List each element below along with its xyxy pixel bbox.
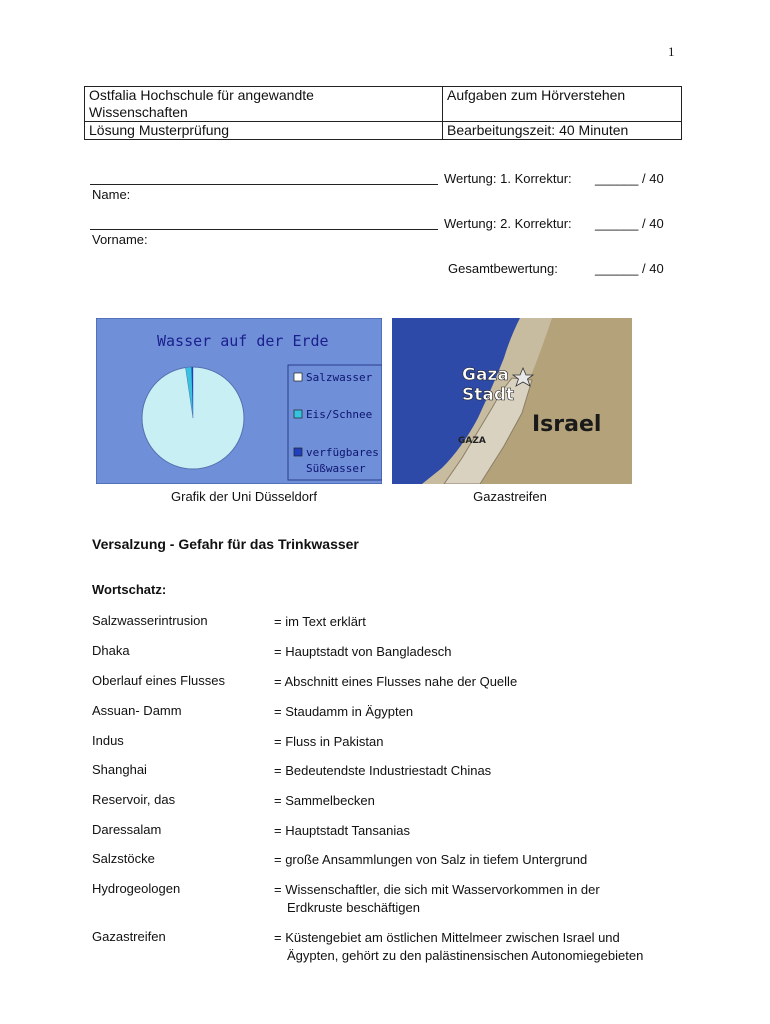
header-institution [85,87,443,122]
header-table [84,86,682,140]
caption-gazastreifen: Gazastreifen [473,489,547,504]
legend-swatch-eis [294,410,302,418]
vocab-def: = Hauptstadt Tansanias [274,823,410,838]
vocab-term: Hydrogeologen [92,881,181,896]
vocab-def: = Hauptstadt von Bangladesch [274,644,452,659]
vorname-label: Vorname: [92,232,148,247]
vocab-def: = Staudamm in Ägypten [274,704,414,719]
map-label-israel: Israel [532,412,602,437]
legend-eis: Eis/Schnee [306,408,373,421]
korrektur1-score[interactable]: ______ / 40 [595,171,664,186]
gaza-map-figure [392,318,632,484]
institution-line2: Wissenschaften [89,104,188,120]
vocab-def: = Bedeutendste Industriestadt Chinas [274,763,492,778]
korrektur2-score[interactable]: ______ / 40 [595,216,664,231]
name-line[interactable] [90,184,438,185]
vocab-term: Gazastreifen [92,929,166,944]
korrektur2-label: Wertung: 2. Korrektur: [444,216,572,231]
water-pie-chart [96,318,382,484]
water-chart-figure [96,318,382,484]
gesamt-label: Gesamtbewertung: [448,261,558,276]
korrektur1-label: Wertung: 1. Korrektur: [444,171,572,186]
vocab-term: Assuan- Damm [92,703,182,718]
name-label: Name: [92,187,131,202]
vocab-heading: Wortschatz: [92,582,167,597]
map-label-stadt: Stadt [462,385,515,405]
section-title: Versalzung - Gefahr für das Trinkwasser [92,536,359,552]
legend-suesswasser: Süßwasser [306,462,366,475]
vocab-term: Salzwasserintrusion [92,613,208,628]
vocab-def: = Abschnitt eines Flusses nahe der Quelle [274,674,518,689]
vocab-def: = Fluss in Pakistan [274,734,384,749]
header-task-title: Aufgaben zum Hörverstehen [443,87,682,122]
map-label-gaza: Gaza [462,365,509,385]
institution-line1: Ostfalia Hochschule für angewandte [89,87,314,103]
caption-uni-duesseldorf: Grafik der Uni Düsseldorf [171,489,317,504]
map-label-gaza-small: GAZA [458,436,486,446]
header-time: Bearbeitungszeit: 40 Minuten [443,122,682,140]
vocab-term: Salzstöcke [92,851,155,866]
vocab-def: = Wissenschaftler, die sich mit Wasservorkommen in der Erdkruste beschäftigen [274,882,600,915]
vorname-line[interactable] [90,229,438,230]
legend-swatch-suesswasser [294,448,302,456]
vocab-term: Dhaka [92,643,130,658]
legend-salzwasser: Salzwasser [306,371,373,384]
chart-title: Wasser auf der Erde [157,332,329,350]
vocab-def: = Sammelbecken [274,793,375,808]
page-number: 1 [668,44,675,59]
legend-verfuegbares: verfügbares [306,446,379,459]
vocab-def: = Küstengebiet am östlichen Mittelmeer zwischen Israel und Ägypten, gehört zu den palästinensischen Autonomiegebieten [274,930,644,963]
vocab-term: Daressalam [92,822,162,837]
vocab-term: Shanghai [92,762,147,777]
vocab-def: = im Text erklärt [274,614,366,629]
vocab-term: Indus [92,733,124,748]
gaza-map [392,318,632,484]
legend-swatch-salzwasser [294,373,302,381]
vocab-term: Oberlauf eines Flusses [92,673,225,688]
header-solution: Lösung Musterprüfung [85,122,443,140]
vocab-def: = große Ansammlungen von Salz in tiefem Untergrund [274,852,588,867]
vocab-term: Reservoir, das [92,792,176,807]
gesamt-score[interactable]: ______ / 40 [595,261,664,276]
